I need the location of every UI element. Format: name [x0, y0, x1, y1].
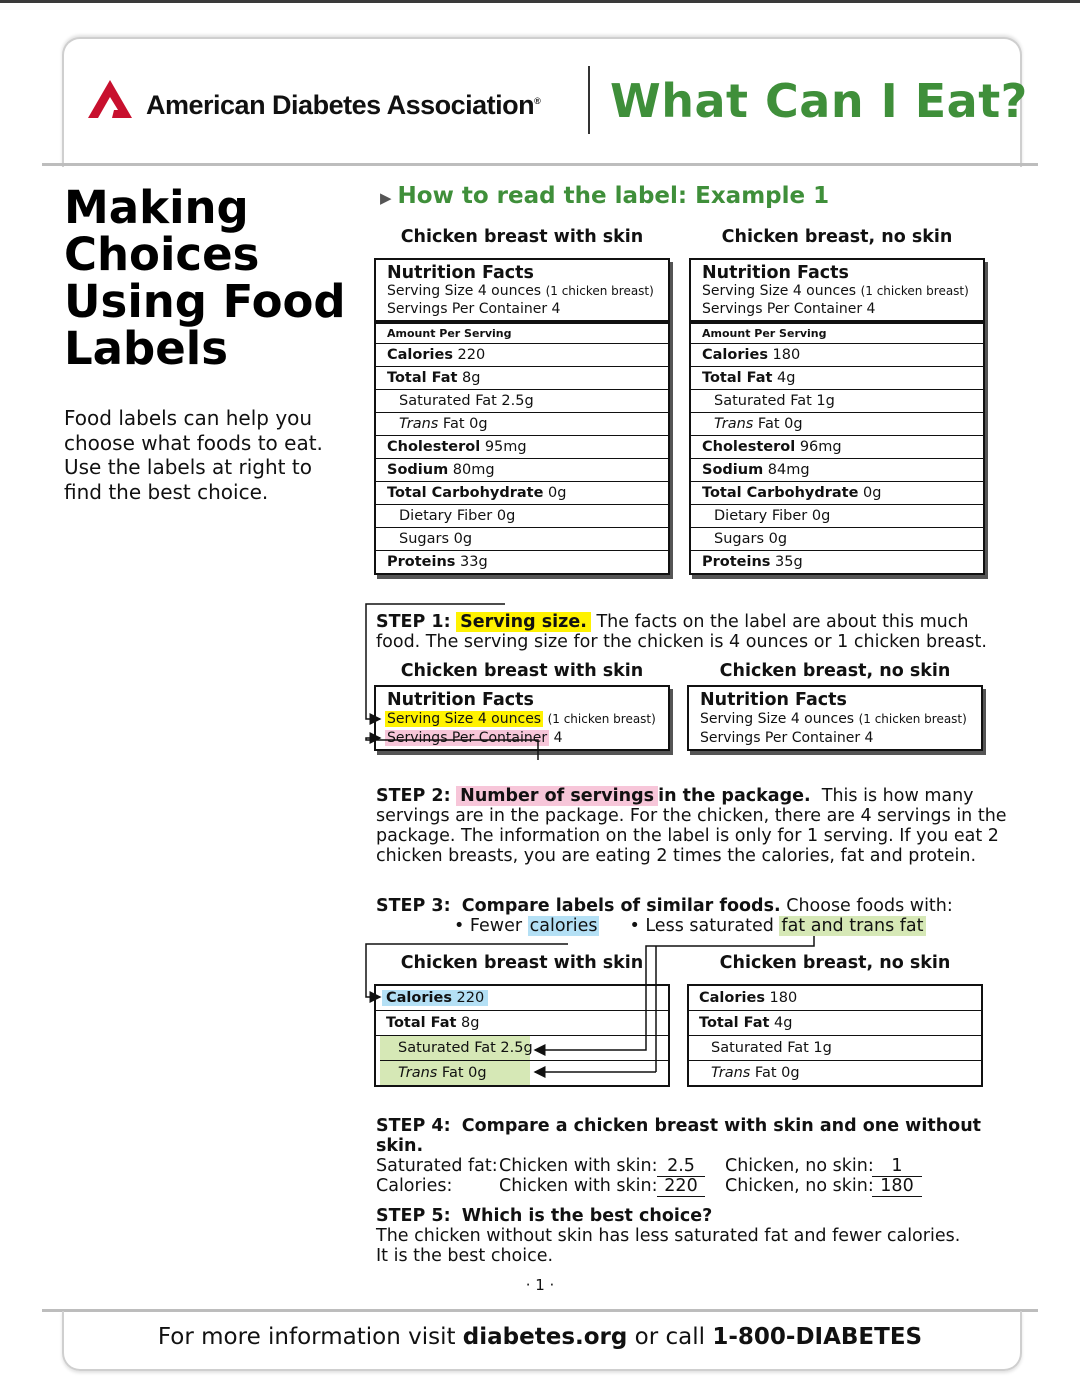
- step-5: STEP 5: Which is the best choice? The chicken without skin has less saturated fat and fewer calories. It is the best choice.: [376, 1206, 961, 1266]
- series-title: What Can I Eat?: [610, 74, 1028, 128]
- nutrient-row: Total Fat 8g: [376, 367, 668, 390]
- sat-fat-with-skin: 2.5: [657, 1156, 705, 1177]
- serving-size: Serving Size 4 ounces (1 chicken breast): [387, 711, 656, 727]
- column-heading-with-skin: Chicken breast with skin: [400, 661, 644, 681]
- saturated-fat-row: Saturated Fat 2.5g: [380, 1036, 668, 1061]
- total-fat-row: Total Fat 8g: [376, 1011, 668, 1036]
- nutrient-row: Dietary Fiber 0g: [376, 505, 668, 528]
- serving-size: Serving Size 4 ounces (1 chicken breast): [387, 283, 654, 299]
- nutrient-row: Calories 180: [691, 344, 983, 367]
- step-3: STEP 3: Compare labels of similar foods. Choose foods with: • Fewer calories • Less saturated fat and trans fat: [376, 896, 953, 936]
- triangle-bullet-icon: ▶: [380, 189, 392, 207]
- column-heading-with-skin: Chicken breast with skin: [400, 227, 644, 247]
- footer-text: For more information visit diabetes.org or call 1-800-DIABETES: [157, 1324, 923, 1350]
- label-title: Nutrition Facts: [702, 263, 849, 283]
- label-title: Nutrition Facts: [387, 690, 534, 710]
- servings-per-container: Servings Per Container 4: [700, 729, 874, 746]
- nutrient-row: Sugars 0g: [691, 528, 983, 551]
- amount-per-serving: Amount Per Serving: [691, 324, 983, 344]
- nutrient-row: Proteins 35g: [702, 554, 803, 570]
- step-2: STEP 2: Number of servings in the package. This is how many servings are in the package. For the chicken, there are 4 servings in the package. The information on the label is only for 1 serving. If you eat 2 chicken breasts, you are eating 2 times the calories, fat and protein.: [376, 786, 1007, 866]
- sat-fat-no-skin: 1: [872, 1156, 922, 1177]
- example-heading: ▶ How to read the label: Example 1: [380, 183, 830, 209]
- serving-size: Serving Size 4 ounces (1 chicken breast): [702, 283, 969, 299]
- step-1: STEP 1: Serving size. The facts on the label are about this much food. The serving size for the chicken is 4 ounces or 1 chicken breast.: [376, 612, 987, 652]
- calories-no-skin: 180: [872, 1176, 922, 1197]
- calories-with-skin: 220: [657, 1176, 705, 1197]
- trans-fat-row: Trans Fat 0g: [380, 1061, 668, 1085]
- footer-website-link[interactable]: diabetes.org: [462, 1324, 628, 1350]
- servings-per-container: Servings Per Container 4: [387, 300, 561, 317]
- amount-per-serving: Amount Per Serving: [376, 324, 668, 344]
- nutrient-row: Sodium 84mg: [691, 459, 983, 482]
- nutrient-row: Calories 220: [376, 344, 668, 367]
- nutrient-row: Total Carbohydrate 0g: [691, 482, 983, 505]
- serving-size: Serving Size 4 ounces (1 chicken breast): [700, 711, 967, 727]
- page-title: Making Choices Using Food Labels: [64, 181, 346, 375]
- column-heading-with-skin: Chicken breast with skin: [400, 953, 644, 973]
- intro-text: Food labels can help you choose what foods to eat. Use the labels at right to find the best choice.: [64, 406, 323, 504]
- calories-row: Calories 220: [376, 986, 668, 1011]
- organization-name: American Diabetes Association®: [146, 90, 541, 120]
- nutrient-row: Total Fat 4g: [691, 367, 983, 390]
- saturated-fat-row: Saturated Fat 1g: [689, 1036, 981, 1061]
- total-fat-row: Total Fat 4g: [689, 1011, 981, 1036]
- page-number: · 1 ·: [525, 1276, 555, 1294]
- nutrient-row: Trans Fat 0g: [691, 413, 983, 436]
- nutrient-row: Sodium 80mg: [376, 459, 668, 482]
- nutrient-row: Sugars 0g: [376, 528, 668, 551]
- nutrient-row: Cholesterol 95mg: [376, 436, 668, 459]
- servings-per-container: Servings Per Container 4: [387, 729, 563, 746]
- label-title: Nutrition Facts: [387, 263, 534, 283]
- nutrient-row: Dietary Fiber 0g: [691, 505, 983, 528]
- nutrient-row: Trans Fat 0g: [376, 413, 668, 436]
- nutrient-row: Total Carbohydrate 0g: [376, 482, 668, 505]
- column-heading-no-skin: Chicken breast, no skin: [719, 953, 951, 973]
- calories-row: Calories 180: [689, 986, 981, 1011]
- servings-per-container: Servings Per Container 4: [702, 300, 876, 317]
- nutrient-row: Saturated Fat 2.5g: [376, 390, 668, 413]
- footer-phone-number[interactable]: 1-800-DIABETES: [712, 1324, 923, 1350]
- column-heading-no-skin: Chicken breast, no skin: [721, 227, 953, 247]
- nutrient-row: Saturated Fat 1g: [691, 390, 983, 413]
- nutrient-row: Proteins 33g: [387, 554, 488, 570]
- column-heading-no-skin: Chicken breast, no skin: [719, 661, 951, 681]
- trans-fat-row: Trans Fat 0g: [711, 1065, 800, 1081]
- label-title: Nutrition Facts: [700, 690, 847, 710]
- nutrient-row: Cholesterol 96mg: [691, 436, 983, 459]
- step-4: STEP 4: Compare a chicken breast with skin and one without skin. Saturated fat: Chicken with skin: 2.5 Chicken, no skin: 1 Calories: Chicken with skin: 220 Chicken, no skin: 180: [376, 1116, 982, 1196]
